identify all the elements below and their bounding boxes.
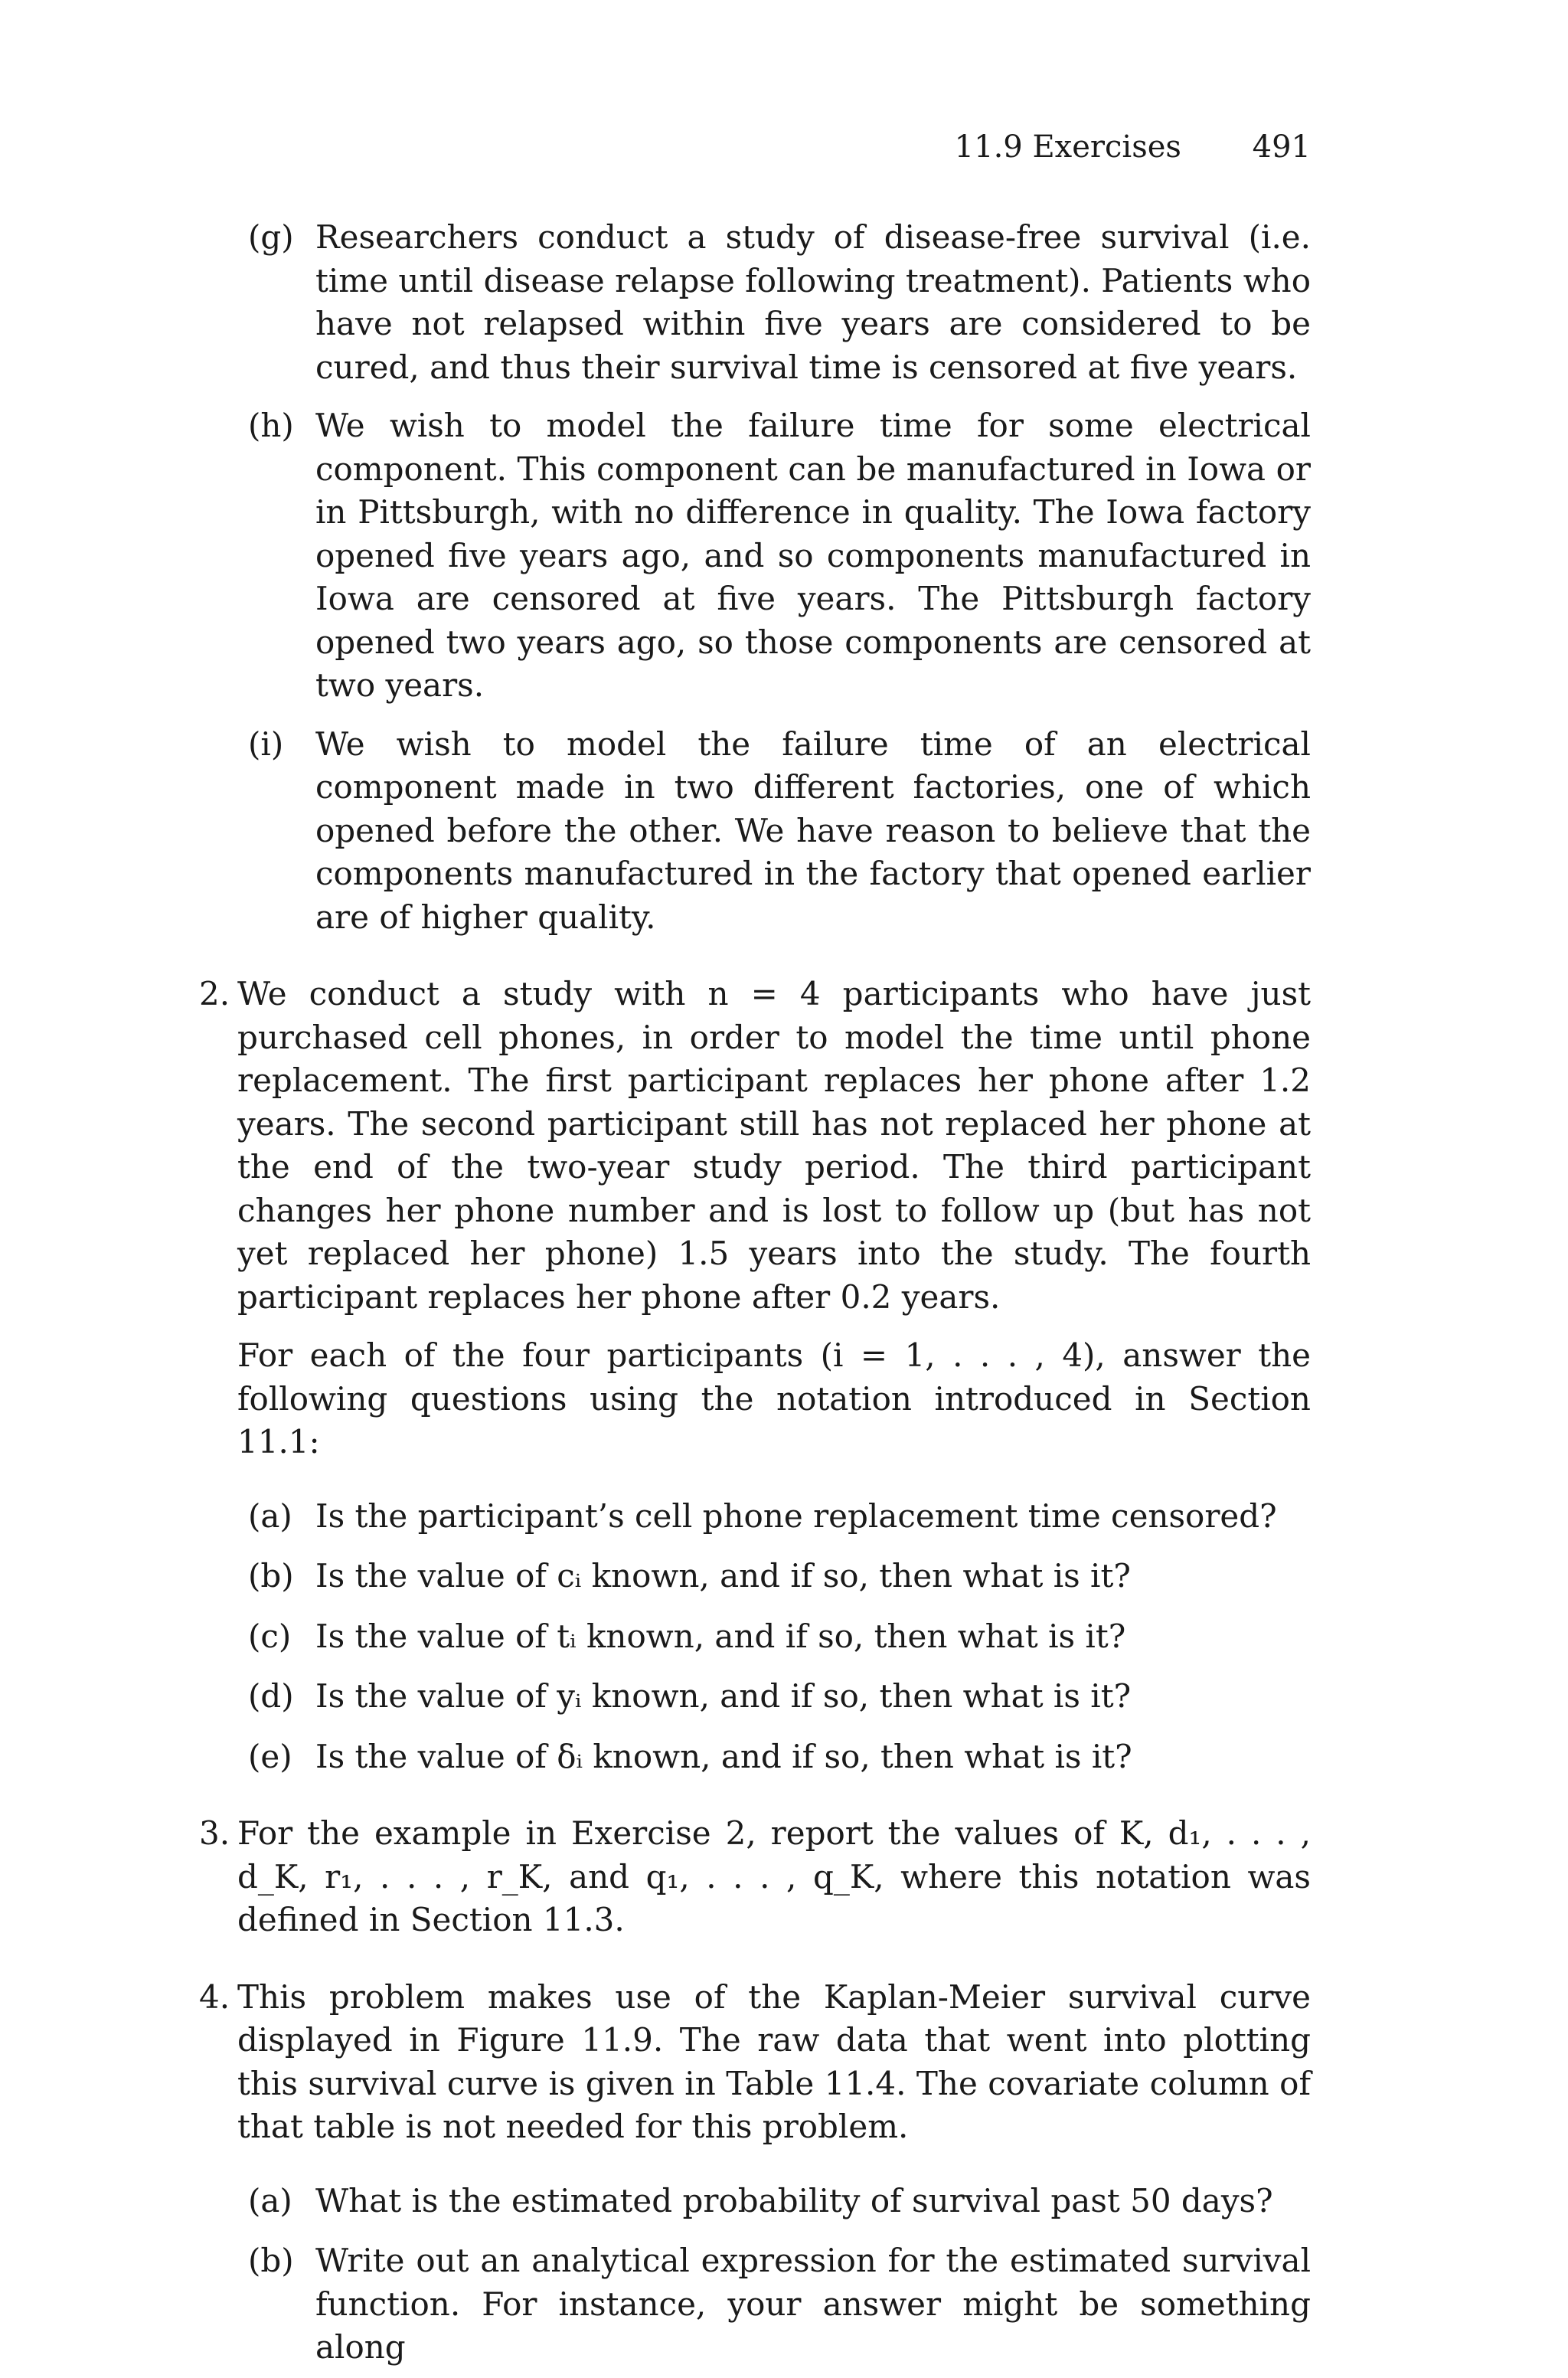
exercise-paragraph: For each of the four participants (i = 1, . . . , 4), answer the following questions using the notation introduced in Section 11.1:: [237, 1336, 1311, 1460]
item-text: Is the value of tᵢ known, and if so, then what is it?: [315, 1617, 1126, 1655]
exercise-number: 2.: [199, 975, 230, 1012]
exercise-paragraph: For the example in Exercise 2, report the values of K, d₁, . . . , d_K, r₁, . . . , r_K, and q₁, . . . , q_K, where this notation was defined in Section 11.3.: [237, 1814, 1311, 1938]
list-item: [237, 1735, 1311, 1779]
item-label: (e): [248, 1737, 292, 1775]
exercise-1-continued: [237, 216, 1311, 939]
item-label: (i): [248, 725, 284, 763]
exercise-4-questions: [237, 2180, 1311, 2370]
page-number: 491: [1252, 129, 1311, 165]
list-item: [237, 404, 1311, 708]
item-label: (b): [248, 2242, 294, 2279]
exercise-number: 3.: [199, 1814, 230, 1852]
item-label: (b): [248, 1557, 294, 1595]
item-label: (a): [248, 1496, 292, 1535]
list-item: [237, 2239, 1311, 2370]
exercise-2-questions: [237, 1495, 1311, 1779]
section-title: 11.9 Exercises: [954, 129, 1181, 165]
exercise-2: [199, 973, 1311, 1778]
item-label: (g): [248, 218, 294, 256]
exercise-4: [199, 1976, 1311, 2370]
item-text: Is the value of δᵢ known, and if so, then what is it?: [315, 1737, 1132, 1775]
running-head: [955, 129, 1311, 165]
exercise-content: [199, 216, 1311, 2370]
list-item: [237, 216, 1311, 389]
list-item: [237, 1615, 1311, 1659]
item-text: What is the estimated probability of survival past 50 days?: [315, 2181, 1273, 2219]
list-item: [237, 1675, 1311, 1719]
item-label: (c): [248, 1617, 292, 1655]
item-text: We wish to model the failure time for some electrical component. This component can be manufactured in Iowa or in Pittsburgh, with no difference in quality. The Iowa factory opened five years ago, and so components manufactured in Iowa are censored at five years. The Pittsburgh factory opened two years ago, so those components are censored at two years.: [315, 407, 1311, 704]
item-text: Is the value of yᵢ known, and if so, then what is it?: [315, 1677, 1132, 1715]
item-label: (a): [248, 2181, 292, 2219]
list-item: [237, 2180, 1311, 2223]
list-item: [237, 1495, 1311, 1539]
item-label: (d): [248, 1677, 294, 1715]
item-label: (h): [248, 407, 294, 444]
item-text: We wish to model the failure time of an electrical component made in two different factories, one of which opened before the other. We have reason to believe that the components manufactured in the factory that opened earlier are of higher quality.: [315, 725, 1311, 936]
item-text: Is the participant’s cell phone replacement time censored?: [315, 1496, 1277, 1535]
exercise-3: [199, 1812, 1311, 1942]
item-text: Researchers conduct a study of disease-free survival (i.e. time until disease relapse following treatment). Patients who have not relapsed within five years are considered to be cured, and thus their survival time is censored at five years.: [315, 218, 1311, 386]
list-item: [237, 723, 1311, 940]
list-item: [237, 1555, 1311, 1598]
item-text: Write out an analytical expression for the estimated survival function. For instance, your answer might be something along: [315, 2242, 1311, 2366]
exercise-number: 4.: [199, 1977, 230, 2016]
item-text: Is the value of cᵢ known, and if so, then what is it?: [315, 1557, 1131, 1595]
exercise-paragraph: This problem makes use of the Kaplan-Meier survival curve displayed in Figure 11.9. The raw data that went into plotting this survival curve is given in Table 11.4. The covariate column of that table is not needed for this problem.: [237, 1977, 1311, 2145]
exercise-paragraph: We conduct a study with n = 4 participants who have just purchased cell phones, in order to model the time until phone replacement. The first participant replaces her phone after 1.2 years. The second participant still has not replaced her phone at the end of the two-year study period. The third participant changes her phone number and is lost to follow up (but has not yet replaced her phone) 1.5 years into the study. The fourth participant replaces her phone after 0.2 years.: [237, 975, 1311, 1316]
